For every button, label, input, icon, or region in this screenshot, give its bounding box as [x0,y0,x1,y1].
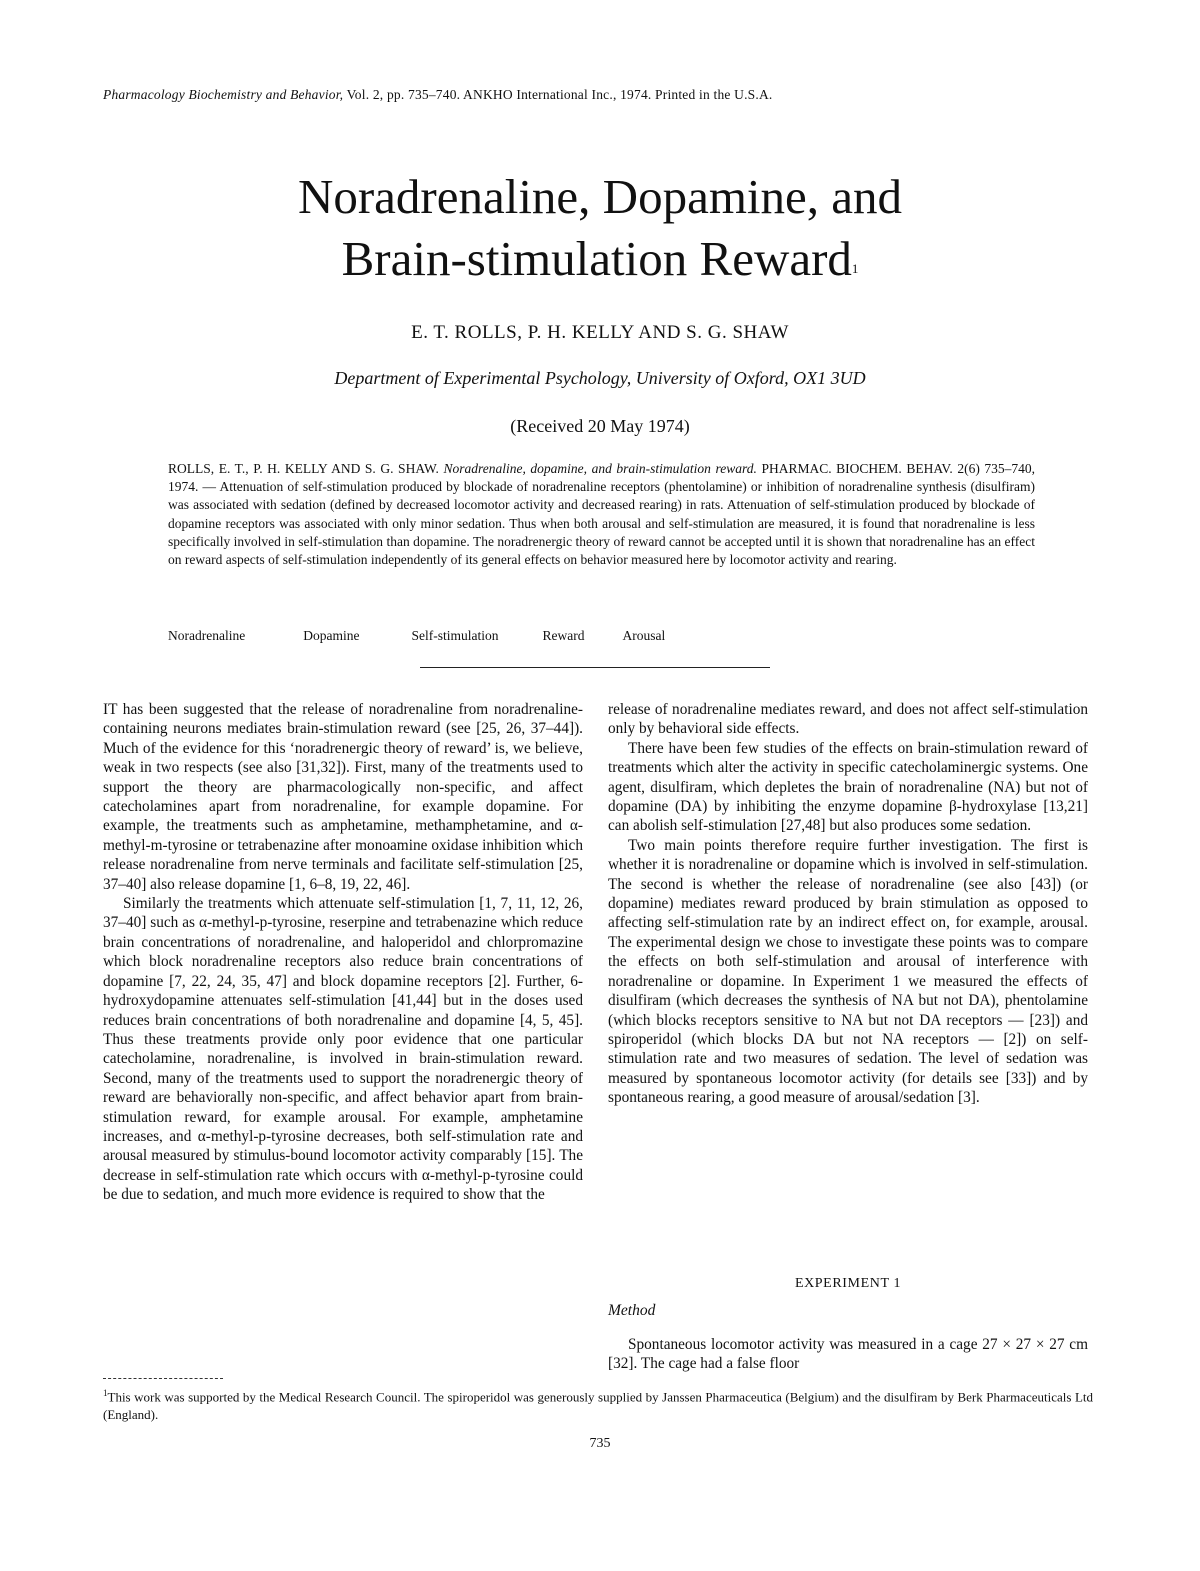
page-number: 735 [589,1436,611,1451]
title-footnote-mark: 1 [851,261,859,276]
received-date: (Received 20 May 1974) [510,416,690,436]
affiliation: Department of Experimental Psychology, University of Oxford, OX1 3UD [334,368,866,388]
authors: E. T. ROLLS, P. H. KELLY AND S. G. SHAW [411,322,789,343]
keyword: Dopamine [303,628,360,643]
method-heading: Method [608,1302,656,1319]
keyword: Arousal [622,628,666,643]
section-divider [420,667,770,668]
keywords [168,628,665,644]
body-column-right [608,700,1088,1108]
body-paragraph: Two main points therefore require further investigation. The first is whether it is noradrenaline or dopamine which is involved in self-stimulation. The second is whether the release of noradrenaline (see also [43]) (or dopamine) mediates reward produced by brain stimulation as opposed to affecting self-stimulation rate by an indirect effect on, for example, arousal. The experimental design we chose to investigate these points was to compare the effects on both self-stimulation and arousal of interference with noradrenaline or dopamine. In Experiment 1 we measured the effects of disulfiram (which decreases the synthesis of NA but not DA), phentolamine (which blocks receptors sensitive to NA but not DA receptors — [23]) and spiroperidol (which blocks DA but not NA receptors — [2]) on self-stimulation rate and two measures of sedation. The level of sedation was measured by spontaneous locomotor activity (for details see [33]) and by spontaneous rearing, a good measure of arousal/sedation [3]. [608,836,1088,1107]
footnote-mark: 1 [103,1388,108,1398]
experiment-heading: EXPERIMENT 1 [794,1276,902,1291]
abstract-citation-title: Noradrenaline, dopamine, and brain-stimulation reward. [443,461,757,476]
abstract-citation-authors: ROLLS, E. T., P. H. KELLY AND S. G. SHAW. [168,461,439,476]
article-title-line-1: Noradrenaline, Dopamine, and [297,169,903,224]
body-paragraph: There have been few studies of the effects on brain-stimulation reward of treatments which alter the activity in specific catecholaminergic systems. One agent, disulfiram, which depletes the brain of noradrenaline (NA) but not of dopamine (DA) by inhibiting the enzyme dopamine β-hydroxylase [13,21] can abolish self-stimulation [27,48] but also produces some sedation. [608,739,1088,835]
journal-citation-header [103,87,1103,103]
footnote-text: This work was supported by the Medical Research Council. The spiroperidol was generously supplied by Janssen Pharmaceutica (Belgium) and the disulfiram by Berk Pharmaceuticals Ltd (England). [103,1389,1093,1423]
keyword: Noradrenaline [168,628,246,643]
body-paragraph: Similarly the treatments which attenuate self-stimulation [1, 7, 11, 12, 26, 37–40] such as α-methyl-p-tyrosine, reserpine and tetrabenazine which reduce brain concentrations of noradrenaline, and haloperidol and chlorpromazine which block noradrenaline receptors also reduce brain concentrations of dopamine [7, 22, 24, 35, 47] and block dopamine receptors [2]. Further, 6-hydroxydopamine attenuates self-stimulation [41,44] but in the doses used reduces brain concentrations of both noradrenaline and dopamine [4, 5, 45]. Thus these treatments provide only poor evidence that one particular catecholamine, noradrenaline, is involved in brain-stimulation reward. Second, many of the treatments used to support the noradrenergic theory of reward are behaviorally non-specific, and affect behavior apart from brain-stimulation reward, for example arousal. For example, amphetamine increases, and α-methyl-p-tyrosine decreases, both self-stimulation rate and arousal measured by stimulus-bound locomotor activity comparably [15]. The decrease in self-stimulation rate which occurs with α-methyl-p-tyrosine could be due to sedation, and much more evidence is required to show that the [103,895,583,1204]
body-paragraph: release of noradrenaline mediates reward, and does not affect self-stimulation only by behavioral side effects. [608,701,1088,738]
article-title-text: Brain-stimulation Reward [341,231,852,286]
journal-title: Pharmacology Biochemistry and Behavior, [103,87,344,102]
footnote [103,1384,1093,1424]
body-column-left [103,700,583,1205]
abstract [168,460,1035,569]
keyword: Reward [542,628,585,643]
keyword: Self-stimulation [411,628,499,643]
abstract-text: PHARMAC. BIOCHEM. BEHAV. 2(6) 735–740, 1974. — Attenuation of self-stimulation produced by blockade of noradrenaline receptors (phentolamine) or inhibition of noradrenaline synthesis (disulfiram) was associated with sedation (defined by decreased locomotor activity and decreased rearing) in rats. Attenuation of self-stimulation produced by blockade of dopamine receptors was associated with only minor sedation. Thus when both arousal and self-stimulation are measured, it is found that noradrenaline is less specifically involved in self-stimulation than dopamine. The noradrenergic theory of reward cannot be accepted until it is shown that noradrenaline has an effect on reward aspects of self-stimulation independently of its general effects on behavior measured here by locomotor activity and rearing. [168,461,1036,568]
footnote-divider [103,1378,223,1379]
article-title-line-2 [100,228,1100,290]
journal-info: Vol. 2, pp. 735–740. ANKHO International Inc., 1974. Printed in the U.S.A. [343,87,773,102]
method-paragraph: Spontaneous locomotor activity was measured in a cage 27 × 27 × 27 cm [32]. The cage had a false floor [608,1336,1088,1373]
body-paragraph: IT has been suggested that the release of noradrenaline from noradrenaline-containing neurons mediates brain-stimulation reward (see [25, 26, 37–44]). Much of the evidence for this ‘noradrenergic theory of reward’ is, we believe, weak in two respects (see also [31,32]). First, many of the treatments used to support the theory are pharmacologically non-specific, and affect catecholamines apart from noradrenaline, for example dopamine. For example, the treatments such as amphetamine, methamphetamine, and α-methyl-m-tyrosine or tetrabenazine after monoamine oxidase inhibition which release noradrenaline from nerve terminals and facilitate self-stimulation [25, 37–40] also release dopamine [1, 6–8, 19, 22, 46]. [103,701,583,893]
